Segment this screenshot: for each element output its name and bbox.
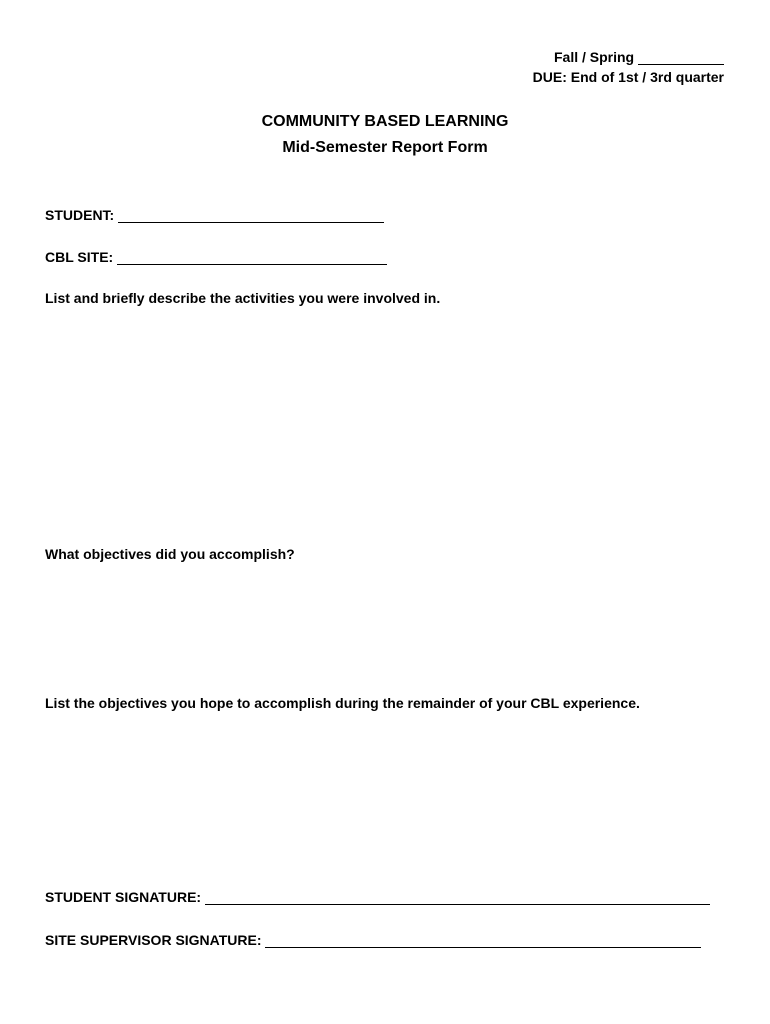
- remaining-question: List the objectives you hope to accomplish during the remainder of your CBL experience.: [45, 695, 640, 711]
- due-label: DUE: End of 1st / 3rd quarter: [532, 69, 724, 85]
- student-signature-label: STUDENT SIGNATURE:: [45, 889, 202, 905]
- student-field: [45, 205, 384, 223]
- term-blank[interactable]: [638, 50, 724, 65]
- cbl-site-blank[interactable]: [117, 250, 387, 265]
- accomplished-question: What objectives did you accomplish?: [45, 546, 295, 562]
- student-blank[interactable]: [118, 208, 384, 223]
- cbl-site-field: [45, 247, 387, 265]
- remaining-answer-area[interactable]: [45, 720, 725, 880]
- term-line: [554, 47, 724, 65]
- student-label: STUDENT:: [45, 207, 115, 223]
- activities-answer-area[interactable]: [45, 315, 725, 540]
- supervisor-signature-field: [45, 930, 701, 948]
- student-signature-blank[interactable]: [205, 890, 710, 905]
- supervisor-signature-blank[interactable]: [265, 933, 701, 948]
- form-title: COMMUNITY BASED LEARNING: [261, 113, 509, 130]
- accomplished-answer-area[interactable]: [45, 570, 725, 690]
- term-label: Fall / Spring: [553, 49, 635, 65]
- activities-question: List and briefly describe the activities you were involved in.: [45, 290, 441, 306]
- student-signature-field: [45, 887, 710, 905]
- form-subtitle: Mid-Semester Report Form: [282, 139, 488, 156]
- supervisor-signature-label: SITE SUPERVISOR SIGNATURE:: [45, 932, 262, 948]
- cbl-site-label: CBL SITE:: [45, 249, 114, 265]
